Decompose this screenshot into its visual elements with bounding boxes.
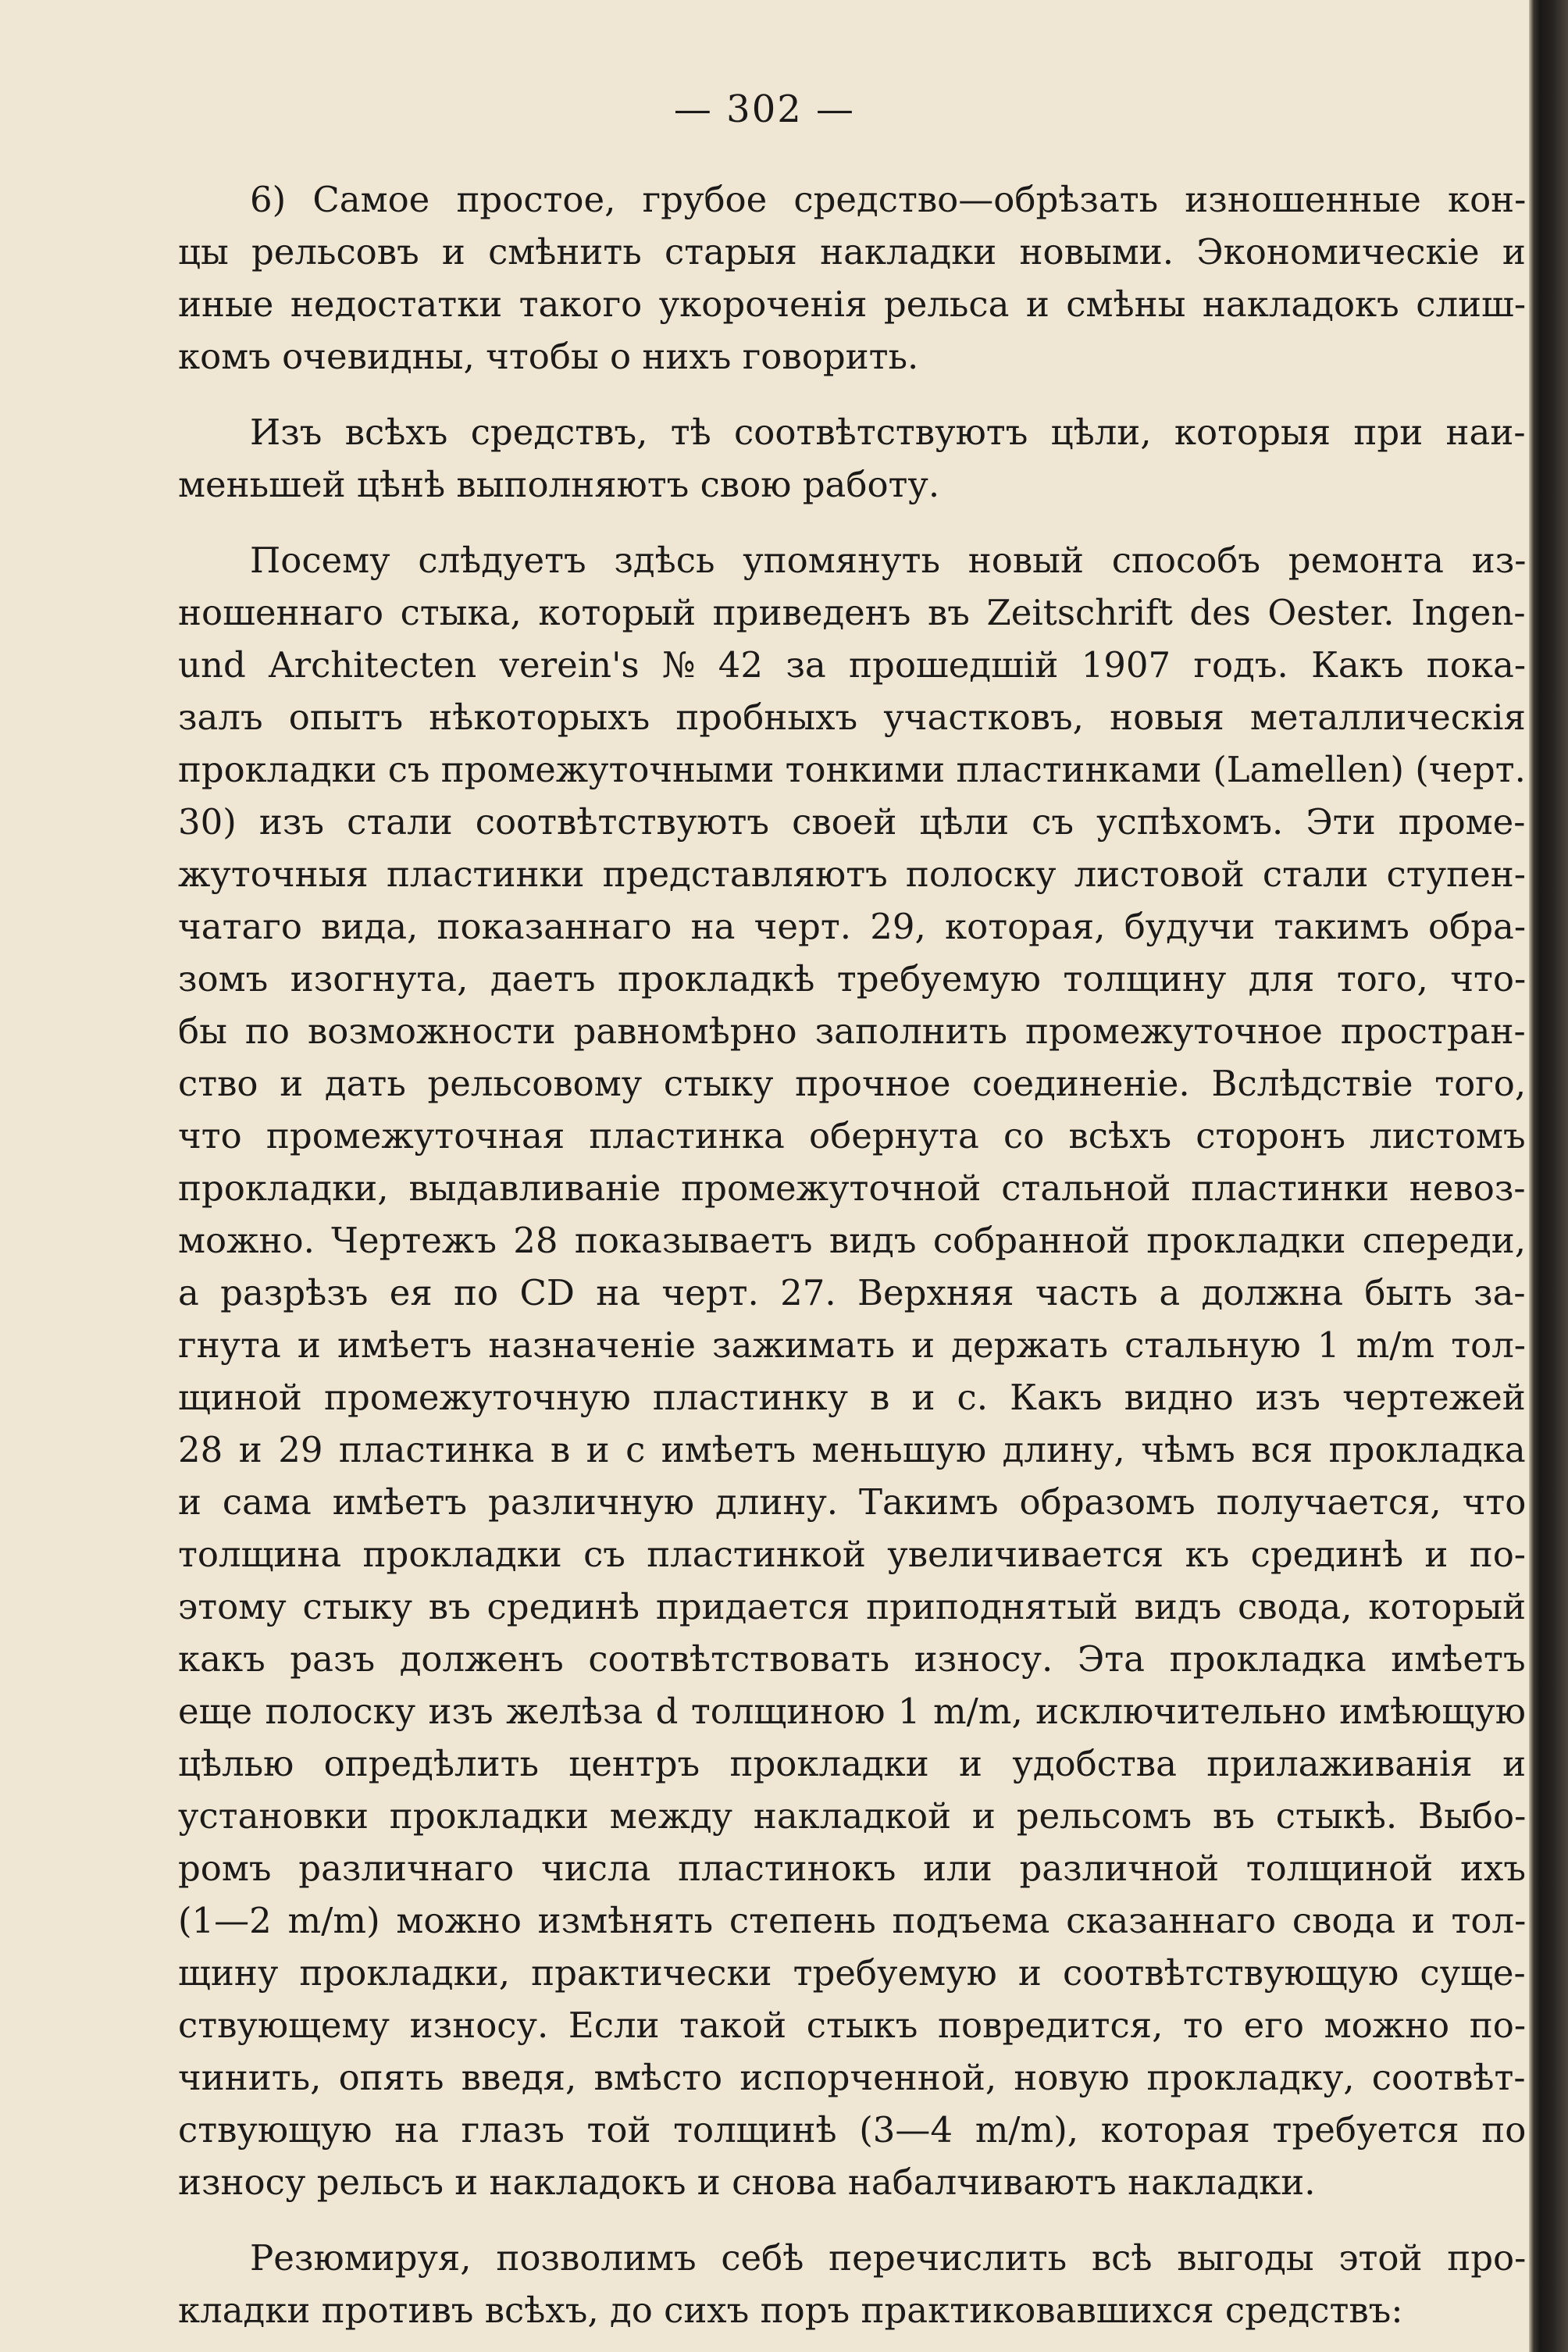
text-line: ромъ различнаго числа пластинокъ или различной толщиной ихъ xyxy=(178,1848,1527,1889)
text-line: ствующую на глазъ той толщинѣ (3—4 m/m), которая требуется по xyxy=(178,2109,1527,2151)
text-line: что промежуточная пластинка обернута со всѣхъ сторонъ листомъ xyxy=(178,1115,1526,1156)
text-line: комъ очевидны, чтобы о нихъ говорить. xyxy=(178,336,919,377)
text-line: (1—2 m/m) можно измѣнять степень подъема сказаннаго свода и тол- xyxy=(178,1900,1527,1941)
text-line: ствующему износу. Если такой стыкъ повредится, то его можно по- xyxy=(178,2005,1527,2046)
text-line: 28 и 29 пластинка в и c имѣетъ меньшую длину, чѣмъ вся прокладка xyxy=(178,1429,1526,1470)
text-line: Резюмируя, позволимъ себѣ перечислить всѣ выгоды этой про- xyxy=(250,2237,1527,2279)
text-line: ношеннаго стыка, который приведенъ въ Zeitschrift des Oester. Ingen- xyxy=(178,592,1526,633)
text-line: Изъ всѣхъ средствъ, тѣ соотвѣтствуютъ цѣли, которыя при наи- xyxy=(250,412,1526,453)
text-line: залъ опытъ нѣкоторыхъ пробныхъ участковъ, новыя металлическія xyxy=(178,697,1526,738)
text-line: еще полоску изъ желѣза d толщиною 1 m/m, исключительно имѣющую xyxy=(178,1691,1526,1732)
scan-border xyxy=(1529,0,1568,2352)
text-line: и сама имѣетъ различную длину. Такимъ образомъ получается, что xyxy=(178,1481,1527,1523)
text-line: щину прокладки, практически требуемую и соотвѣтствующую суще- xyxy=(178,1952,1526,1994)
paragraph-4 xyxy=(178,2232,1526,2336)
text-line: щиной промежуточную пластинку в и c. Какъ видно изъ чертежей xyxy=(178,1377,1526,1418)
text-line: установки прокладки между накладкой и рельсомъ въ стыкѣ. Выбо- xyxy=(178,1795,1527,1837)
text-line: прокладки, выдавливаніе промежуточной стальной пластинки невоз- xyxy=(178,1167,1526,1209)
text-line: 30) изъ стали соотвѣтствуютъ своей цѣли съ успѣхомъ. Эти проме- xyxy=(178,801,1526,843)
text-line: 6) Самое простое, грубое средство—обрѣзать изношенные кон- xyxy=(250,179,1527,220)
text-line: кладки противъ всѣхъ, до сихъ поръ практиковавшихся средствъ: xyxy=(178,2290,1403,2331)
text-line: чинить, опять введя, вмѣсто испорченной, новую прокладку, соотвѣт- xyxy=(178,2057,1526,2098)
text-line: цы рельсовъ и смѣнить старыя накладки новыми. Экономическіе и xyxy=(178,231,1526,273)
text-body xyxy=(178,173,1526,2336)
text-line: чатаго вида, показаннаго на черт. 29, которая, будучи такимъ обра- xyxy=(178,906,1527,947)
text-line: износу рельсъ и накладокъ и снова набалчиваютъ накладки. xyxy=(178,2161,1316,2203)
text-line: можно. Чертежъ 28 показываетъ видъ собранной прокладки спереди, xyxy=(178,1220,1527,1261)
text-line: прокладки съ промежуточными тонкими пластинками (Lamellen) (черт. xyxy=(178,749,1526,790)
text-line: этому стыку въ срединѣ придается приподнятый видъ свода, который xyxy=(178,1586,1527,1627)
text-line: меньшей цѣнѣ выполняютъ свою работу. xyxy=(178,464,940,505)
text-line: und Architecten verein's № 42 за прошедшій 1907 годъ. Какъ пока- xyxy=(178,644,1527,686)
text-line: ство и дать рельсовому стыку прочное соединеніе. Вслѣдствіе того, xyxy=(178,1063,1527,1104)
text-line: а разрѣзъ ея по CD на черт. 27. Верхняя часть a должна быть за- xyxy=(178,1272,1526,1313)
text-line: жуточныя пластинки представляютъ полоску листовой стали ступен- xyxy=(178,853,1526,895)
page-number: — 302 — xyxy=(673,87,856,131)
paragraph-2 xyxy=(178,406,1526,511)
text-line: цѣлью опредѣлить центръ прокладки и удобства прилаживанія и xyxy=(178,1743,1527,1784)
text-line: гнута и имѣетъ назначеніе зажимать и держать стальную 1 m/m тол- xyxy=(178,1324,1526,1366)
paragraph-1 xyxy=(178,173,1526,383)
text-line: Посему слѣдуетъ здѣсь упомянуть новый способъ ремонта из- xyxy=(250,540,1527,581)
paragraph-3 xyxy=(178,534,1526,2208)
text-line: какъ разъ долженъ соотвѣтствовать износу. Эта прокладка имѣетъ xyxy=(178,1638,1526,1680)
text-line: бы по возможности равномѣрно заполнить промежуточное простран- xyxy=(178,1010,1526,1052)
text-line: толщина прокладки съ пластинкой увеличивается къ срединѣ и по- xyxy=(178,1534,1526,1575)
text-line: иные недостатки такого укороченія рельса и смѣны накладокъ слиш- xyxy=(178,283,1527,325)
text-line: зомъ изогнута, даетъ прокладкѣ требуемую толщину для того, что- xyxy=(178,958,1527,1000)
